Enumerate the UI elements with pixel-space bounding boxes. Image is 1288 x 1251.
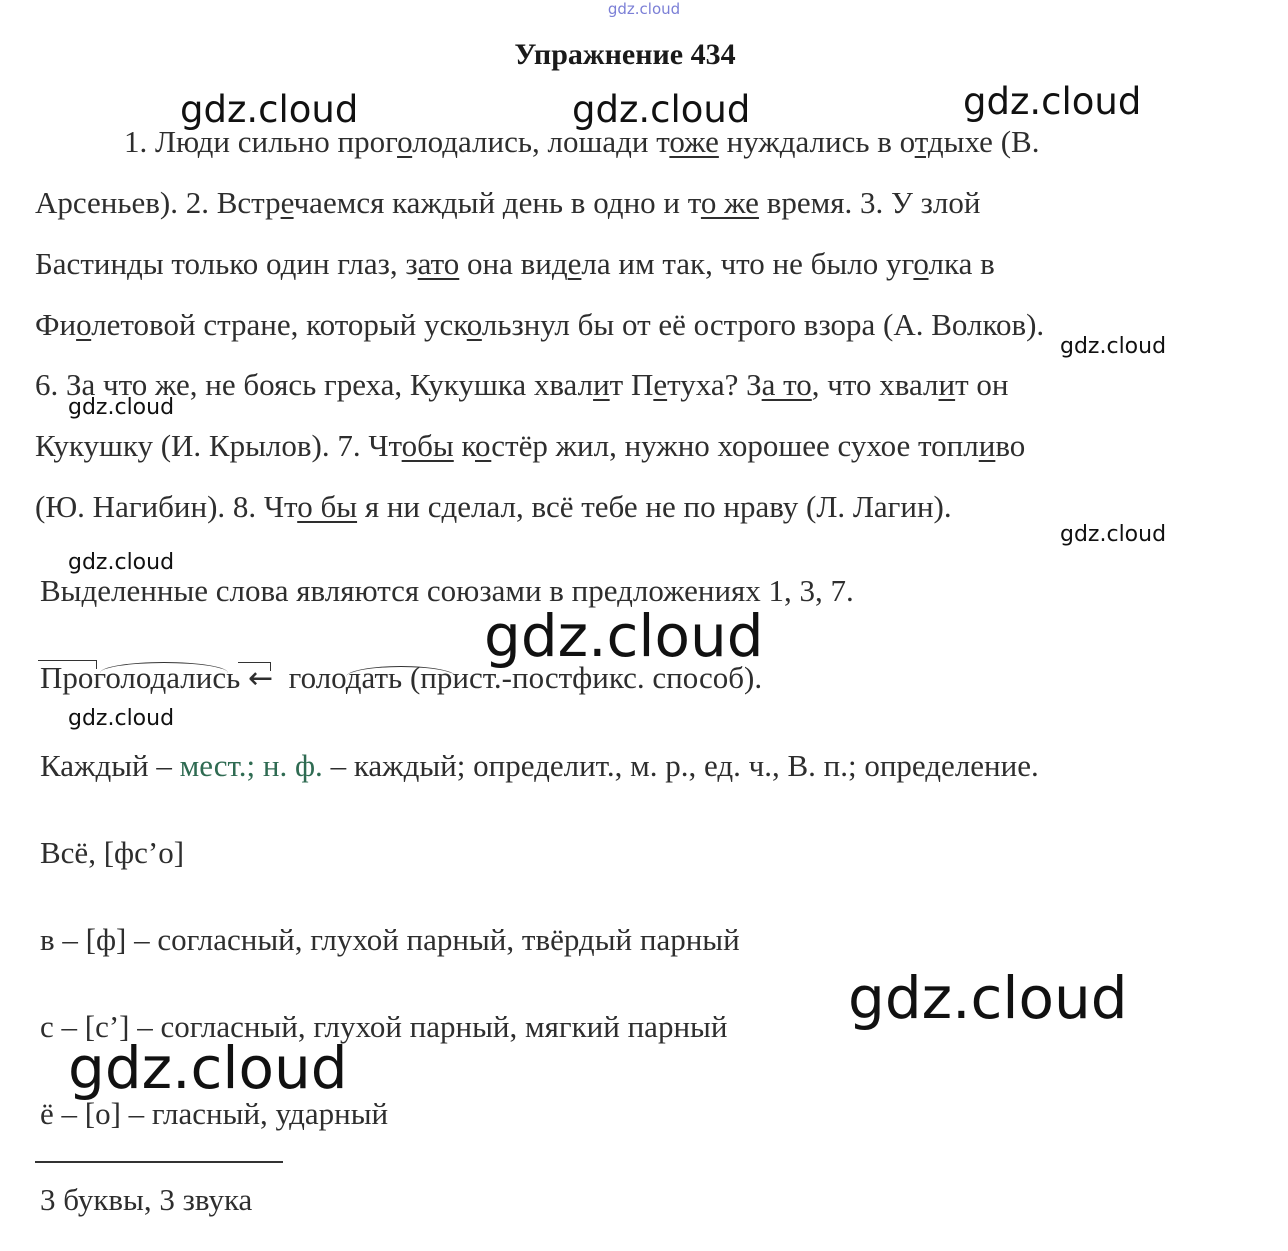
- text-line-4: Фиолетовой стране, который ускользнул бы от её острого взора (А. Волков).: [35, 307, 1045, 342]
- watermark: gdz.cloud: [1060, 522, 1167, 547]
- watermark: gdz.cloud: [963, 80, 1142, 123]
- text-line-5: 6. За что же, не боясь греха, Кукушка хвалит Петуха? За то, что хвалит он: [35, 367, 1009, 402]
- text-line-7: (Ю. Нагибин). 8. Что бы я ни сделал, всё тебе не по нраву (Л. Лагин).: [35, 489, 952, 524]
- phonetic-word: Всё, [фс’о]: [40, 835, 185, 870]
- phonetic-v: в – [ф] – согласный, глухой парный, твёрдый парный: [40, 922, 740, 957]
- watermark: gdz.cloud: [68, 1034, 348, 1102]
- watermark: gdz.cloud: [180, 88, 359, 131]
- watermark: gdz.cloud: [572, 88, 751, 131]
- watermark: gdz.cloud: [848, 964, 1128, 1032]
- watermark: gdz.cloud: [68, 395, 175, 420]
- morphemic-line: Проголодались ← голодать (прист.-постфикс. способ).: [40, 660, 763, 696]
- top-watermark: gdz.cloud: [607, 0, 681, 18]
- text-line-6: Кукушку (И. Крылов). 7. Чтобы костёр жил, нужно хорошее сухое топливо: [35, 428, 1026, 463]
- watermark: gdz.cloud: [484, 602, 764, 670]
- divider: [35, 1161, 283, 1163]
- text-line-3: Бастинды только один глаз, зато она видела им так, что не было уголка в: [35, 246, 995, 281]
- text-line-1: 1. Люди сильно проголодались, лошади тоже нуждались в отдыхе (В.: [124, 124, 1040, 159]
- phonetic-summary: 3 буквы, 3 звука: [40, 1182, 253, 1217]
- conjunctions-note: Выделенные слова являются союзами в предложениях 1, 3, 7.: [40, 573, 854, 608]
- watermark: gdz.cloud: [68, 706, 175, 731]
- watermark: gdz.cloud: [68, 550, 175, 575]
- watermark: gdz.cloud: [1060, 334, 1167, 359]
- morph-analysis: Каждый – мест.; н. ф. – каждый; определит., м. р., ед. ч., В. п.; определение.: [40, 748, 1039, 783]
- arrow-left-icon: ←: [248, 661, 274, 696]
- text-line-2: Арсеньев). 2. Встречаемся каждый день в одно и то же время. 3. У злой: [35, 185, 981, 220]
- phonetic-yo: ё – [о] – гласный, ударный: [40, 1096, 389, 1131]
- exercise-title: Упражнение 434: [514, 38, 736, 71]
- phonetic-s: с – [с’] – согласный, глухой парный, мягкий парный: [40, 1009, 728, 1044]
